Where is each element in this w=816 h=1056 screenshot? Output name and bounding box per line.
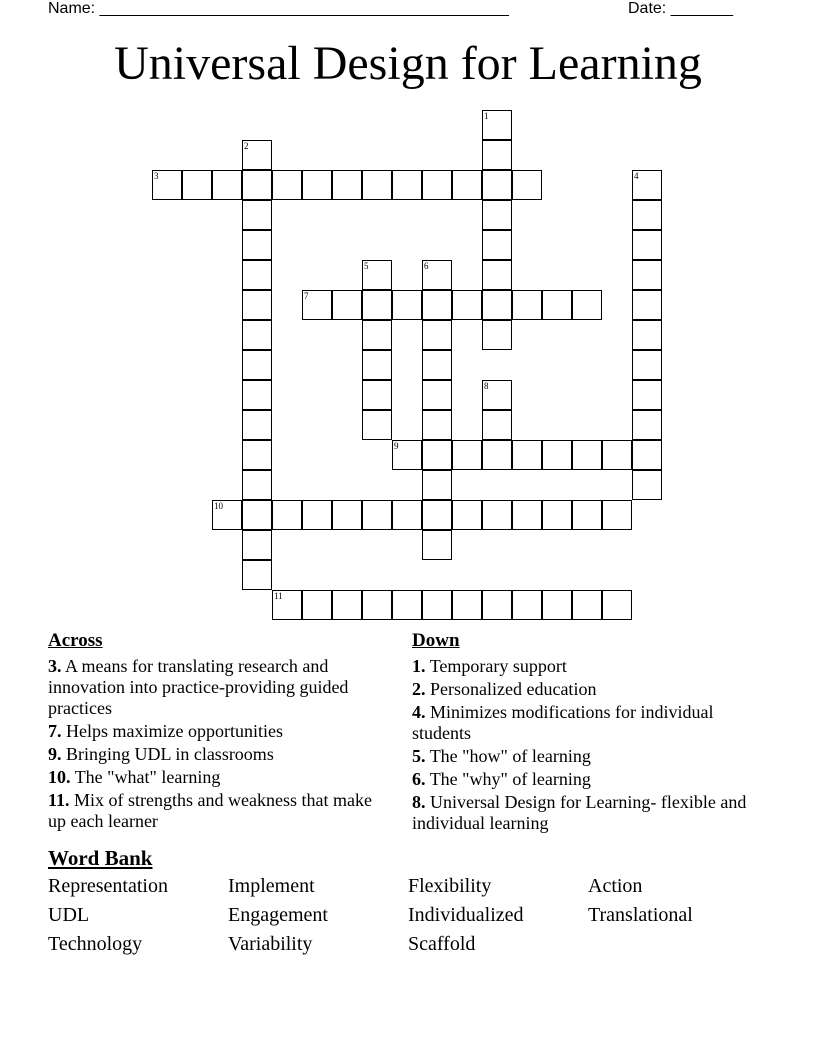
crossword-cell[interactable] <box>482 110 512 140</box>
word-bank-heading: Word Bank <box>48 846 153 870</box>
down-clue: 2. Personalized education <box>412 679 597 699</box>
crossword-cell[interactable] <box>512 170 542 200</box>
crossword-cell[interactable] <box>482 380 512 410</box>
crossword-cell[interactable] <box>512 290 542 320</box>
crossword-cell[interactable] <box>422 170 452 200</box>
crossword-cell[interactable] <box>242 260 272 290</box>
crossword-cell[interactable] <box>632 380 662 410</box>
crossword-cell[interactable] <box>392 290 422 320</box>
crossword-cell[interactable] <box>362 290 392 320</box>
crossword-cell[interactable] <box>242 140 272 170</box>
crossword-cell[interactable] <box>602 500 632 530</box>
crossword-cell[interactable] <box>632 170 662 200</box>
crossword-cell[interactable] <box>482 590 512 620</box>
down-clues <box>412 630 752 836</box>
crossword-cell[interactable] <box>242 500 272 530</box>
crossword-cell[interactable] <box>272 590 302 620</box>
crossword-cell[interactable] <box>422 260 452 290</box>
crossword-cell[interactable] <box>362 320 392 350</box>
crossword-cell[interactable] <box>362 350 392 380</box>
crossword-cell[interactable] <box>542 440 572 470</box>
clue-number: 4 <box>634 171 639 181</box>
crossword-cell[interactable] <box>392 170 422 200</box>
crossword-cell[interactable] <box>542 500 572 530</box>
crossword-cell[interactable] <box>512 590 542 620</box>
crossword-cell[interactable] <box>242 530 272 560</box>
crossword-cell[interactable] <box>242 440 272 470</box>
crossword-cell[interactable] <box>512 440 542 470</box>
word-bank-item: Individualized <box>408 904 524 926</box>
crossword-cell[interactable] <box>482 260 512 290</box>
across-clues <box>48 630 388 834</box>
crossword-cell[interactable] <box>482 320 512 350</box>
crossword-cell[interactable] <box>332 500 362 530</box>
down-clue: 1. Temporary support <box>412 656 567 676</box>
down-heading: Down <box>412 630 460 651</box>
crossword-cell[interactable] <box>632 440 662 470</box>
crossword-cell[interactable] <box>362 170 392 200</box>
word-bank-item: UDL <box>48 904 90 926</box>
crossword-cell[interactable] <box>422 470 452 500</box>
crossword-cell[interactable] <box>482 290 512 320</box>
crossword-cell[interactable] <box>422 530 452 560</box>
word-bank-item: Engagement <box>228 904 328 926</box>
crossword-cell[interactable] <box>422 500 452 530</box>
crossword-cell[interactable] <box>452 440 482 470</box>
crossword-cell[interactable] <box>512 500 542 530</box>
crossword-cell[interactable] <box>452 500 482 530</box>
crossword-cell[interactable] <box>242 320 272 350</box>
down-clue: 5. The "how" of learning <box>412 746 591 766</box>
crossword-cell[interactable] <box>482 440 512 470</box>
crossword-cell[interactable] <box>482 500 512 530</box>
crossword-cell[interactable] <box>242 350 272 380</box>
clue-number: 1 <box>484 111 489 121</box>
crossword-cell[interactable] <box>452 170 482 200</box>
crossword-cell[interactable] <box>632 230 662 260</box>
across-clue: 9. Bringing UDL in classrooms <box>48 744 274 764</box>
down-clue: 4. Minimizes modifications for individual students <box>412 702 714 743</box>
date-field[interactable]: Date: _______ <box>628 0 733 17</box>
crossword-cell[interactable] <box>632 200 662 230</box>
word-bank-item: Translational <box>588 904 693 926</box>
crossword-cell[interactable] <box>452 590 482 620</box>
crossword-cell[interactable] <box>422 320 452 350</box>
crossword-cell[interactable] <box>542 290 572 320</box>
crossword-cell[interactable] <box>482 200 512 230</box>
crossword-cell[interactable] <box>632 350 662 380</box>
crossword-cell[interactable] <box>632 320 662 350</box>
crossword-cell[interactable] <box>302 500 332 530</box>
crossword-cell[interactable] <box>272 170 302 200</box>
word-bank-item: Technology <box>48 933 143 955</box>
crossword-cell[interactable] <box>422 350 452 380</box>
down-clue: 6. The "why" of learning <box>412 769 591 789</box>
crossword-cell[interactable] <box>572 590 602 620</box>
across-clue: 10. The "what" learning <box>48 767 221 787</box>
crossword-cell[interactable] <box>242 230 272 260</box>
crossword-cell[interactable] <box>392 440 422 470</box>
crossword-cell[interactable] <box>362 380 392 410</box>
crossword-cell[interactable] <box>242 410 272 440</box>
crossword-cell[interactable] <box>242 200 272 230</box>
crossword-cell[interactable] <box>422 290 452 320</box>
crossword-cell[interactable] <box>362 500 392 530</box>
clue-number: 8 <box>484 381 489 391</box>
clue-number: 3 <box>154 171 159 181</box>
crossword-cell[interactable] <box>182 170 212 200</box>
crossword-cell[interactable] <box>392 500 422 530</box>
page-title: Universal Design for Learning <box>114 37 702 90</box>
word-bank-item: Representation <box>48 875 168 897</box>
crossword-cell[interactable] <box>332 170 362 200</box>
crossword-cell[interactable] <box>632 470 662 500</box>
crossword-cell[interactable] <box>272 500 302 530</box>
crossword-cell[interactable] <box>302 590 332 620</box>
crossword-cell[interactable] <box>152 170 182 200</box>
clue-number: 5 <box>364 261 369 271</box>
crossword-cell[interactable] <box>332 290 362 320</box>
crossword-cell[interactable] <box>632 290 662 320</box>
crossword-cell[interactable] <box>212 500 242 530</box>
crossword-cell[interactable] <box>242 380 272 410</box>
clue-number: 9 <box>394 441 399 451</box>
crossword-cell[interactable] <box>482 170 512 200</box>
clue-number: 2 <box>244 141 249 151</box>
crossword-cell[interactable] <box>422 410 452 440</box>
crossword-cell[interactable] <box>422 440 452 470</box>
crossword-cell[interactable] <box>302 170 332 200</box>
crossword-cell[interactable] <box>362 260 392 290</box>
word-bank-item: Implement <box>228 875 315 897</box>
clue-number: 10 <box>214 501 223 511</box>
word-bank <box>48 874 768 956</box>
crossword-cell[interactable] <box>422 380 452 410</box>
crossword-cell[interactable] <box>602 440 632 470</box>
clue-number: 7 <box>304 291 309 301</box>
crossword-cell[interactable] <box>242 170 272 200</box>
across-clue: 11. Mix of strengths and weakness that make up each learner <box>48 790 372 831</box>
word-bank-item: Action <box>588 875 643 897</box>
crossword-cell[interactable] <box>482 410 512 440</box>
clue-number: 11 <box>274 591 283 601</box>
crossword-cell[interactable] <box>422 590 452 620</box>
crossword-cell[interactable] <box>542 590 572 620</box>
word-bank-item: Flexibility <box>408 875 492 897</box>
across-heading: Across <box>48 630 103 651</box>
crossword-cell[interactable] <box>572 500 602 530</box>
crossword-cell[interactable] <box>572 440 602 470</box>
crossword-cell[interactable] <box>452 290 482 320</box>
crossword-cell[interactable] <box>632 260 662 290</box>
crossword-cell[interactable] <box>242 290 272 320</box>
crossword-cell[interactable] <box>482 140 512 170</box>
crossword-cell[interactable] <box>362 410 392 440</box>
name-field[interactable]: Name: ______________________________________________ <box>48 0 509 17</box>
crossword-cell[interactable] <box>572 290 602 320</box>
word-bank-item: Variability <box>228 933 313 955</box>
down-clue: 8. Universal Design for Learning- flexible and individual learning <box>412 792 747 833</box>
crossword-cell[interactable] <box>602 590 632 620</box>
crossword-cell[interactable] <box>392 590 422 620</box>
crossword-cell[interactable] <box>242 560 272 590</box>
across-clue: 3. A means for translating research and innovation into practice-providing guided practices <box>48 656 349 718</box>
crossword-cell[interactable] <box>212 170 242 200</box>
clue-number: 6 <box>424 261 429 271</box>
crossword-cell[interactable] <box>482 230 512 260</box>
crossword-cell[interactable] <box>242 470 272 500</box>
crossword-cell[interactable] <box>362 590 392 620</box>
crossword-cell[interactable] <box>332 590 362 620</box>
crossword-cell[interactable] <box>632 410 662 440</box>
crossword-cell[interactable] <box>302 290 332 320</box>
across-clue: 7. Helps maximize opportunities <box>48 721 283 741</box>
word-bank-item: Scaffold <box>408 933 476 955</box>
